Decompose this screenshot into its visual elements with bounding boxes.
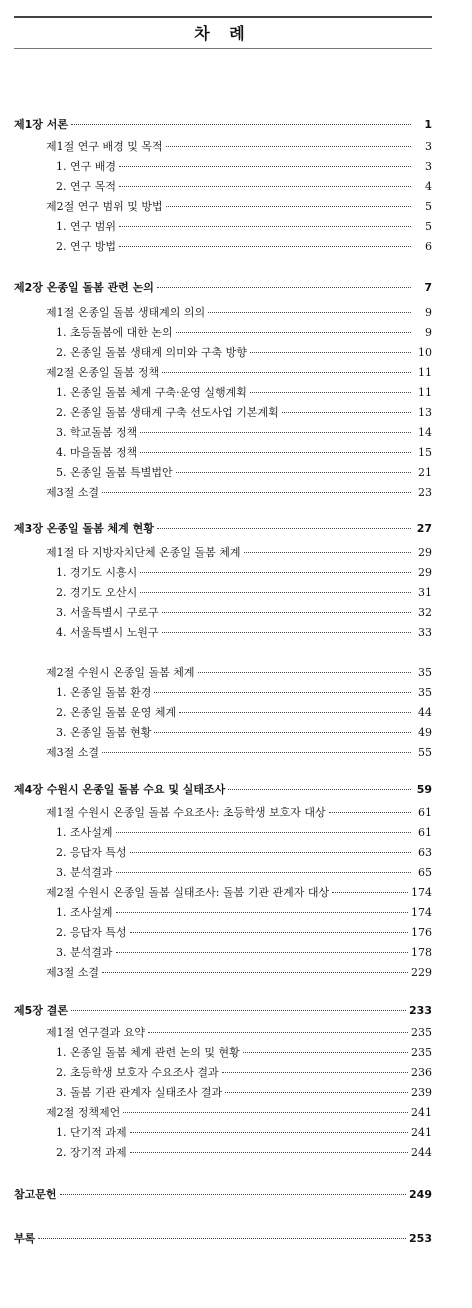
toc-entry-label: 제3절 소결 (46, 746, 99, 759)
toc-entry-label: 2. 경기도 오산시 (56, 586, 138, 599)
toc-section-row (46, 746, 432, 760)
toc-entry-label: 제2절 온종일 돌봄 정책 (46, 366, 160, 379)
toc-chapter-row (14, 118, 432, 132)
toc-item-row (56, 926, 432, 940)
toc-page-number: 229 (411, 966, 432, 979)
toc-item-row (56, 220, 432, 234)
dot-leader (140, 432, 411, 433)
toc-item-row (56, 386, 432, 400)
toc-section-row (46, 140, 432, 154)
toc-page-number: 5 (425, 220, 432, 233)
toc-entry-label: 2. 초등학생 보호자 수요조사 결과 (56, 1066, 219, 1079)
toc-entry-label: 3. 분석결과 (56, 866, 113, 879)
toc-page-number: 253 (409, 1232, 432, 1245)
toc-section-row (46, 200, 432, 214)
toc-entry-label: 1. 온종일 돌봄 환경 (56, 686, 152, 699)
toc-page-number: 29 (418, 546, 432, 559)
dot-leader (102, 972, 408, 973)
toc-entry-label: 제3장 온종일 돌봄 체계 현황 (14, 522, 154, 535)
toc-page-number: 7 (424, 281, 432, 294)
toc-entry-label: 제3절 소결 (46, 966, 99, 979)
toc-page-number: 13 (418, 406, 432, 419)
toc-entry-label: 3. 서울특별시 구로구 (56, 606, 159, 619)
toc-entry-label: 2. 응답자 특성 (56, 926, 127, 939)
dot-leader (162, 372, 411, 373)
dot-leader (130, 1152, 408, 1153)
dot-leader (157, 287, 411, 288)
toc-section-row (46, 486, 432, 500)
toc-entry-label: 제1절 연구결과 요약 (46, 1026, 145, 1039)
toc-page-number: 1 (424, 118, 432, 131)
toc-entry-label: 4. 마을돌봄 정책 (56, 446, 138, 459)
dot-leader (116, 912, 409, 913)
toc-section-row (46, 1106, 432, 1120)
toc-item-row (56, 1146, 432, 1160)
toc-page-number: 9 (425, 306, 432, 319)
toc-page-number: 61 (418, 806, 432, 819)
dot-leader (119, 226, 411, 227)
toc-page-number: 23 (418, 486, 432, 499)
dot-leader (225, 1092, 408, 1093)
toc-entry-label: 3. 분석결과 (56, 946, 113, 959)
toc-page-number: 174 (411, 886, 432, 899)
toc-page-number: 4 (425, 180, 432, 193)
dot-leader (102, 492, 411, 493)
dot-leader (140, 592, 411, 593)
dot-leader (282, 412, 411, 413)
toc-page-number: 178 (411, 946, 432, 959)
toc-item-row (56, 686, 432, 700)
dot-leader (116, 872, 412, 873)
toc-item-row (56, 706, 432, 720)
toc-page-number: 176 (411, 926, 432, 939)
toc-item-row (56, 406, 432, 420)
dot-leader (102, 752, 411, 753)
toc-item-row (56, 606, 432, 620)
toc-item-row (56, 906, 432, 920)
toc-entry-label: 1. 초등돌봄에 대한 논의 (56, 326, 173, 339)
dot-leader (71, 1010, 406, 1011)
dot-leader (130, 852, 411, 853)
toc-item-row (56, 1126, 432, 1140)
dot-leader (329, 812, 411, 813)
toc-item-row (56, 180, 432, 194)
dot-leader (250, 392, 411, 393)
toc-entry-label: 제1절 연구 배경 및 목적 (46, 140, 163, 153)
toc-entry-label: 2. 온종일 돌봄 생태계 의미와 구축 방향 (56, 346, 247, 359)
dot-leader (166, 206, 411, 207)
dot-leader (123, 1112, 408, 1113)
dot-leader (119, 186, 411, 187)
dot-leader (198, 672, 412, 673)
toc-entry-label: 2. 연구 방법 (56, 240, 116, 253)
toc-page-number: 35 (418, 666, 432, 679)
toc-entry-label: 제3절 소결 (46, 486, 99, 499)
toc-item-row (56, 626, 432, 640)
toc-item-row (56, 346, 432, 360)
toc-page-number: 6 (425, 240, 432, 253)
dot-leader (38, 1238, 406, 1239)
toc-chapter-row (14, 281, 432, 295)
toc-entry-label: 제1장 서론 (14, 118, 68, 131)
toc-entry-label: 1. 연구 배경 (56, 160, 116, 173)
toc-title: 차 례 (194, 24, 252, 43)
dot-leader (154, 692, 411, 693)
toc-page-number: 235 (411, 1046, 432, 1059)
toc-item-row (56, 946, 432, 960)
toc-page-number: 61 (418, 826, 432, 839)
toc-item-row (56, 446, 432, 460)
dot-leader (116, 952, 409, 953)
toc-item-row (56, 1086, 432, 1100)
toc-section-row (46, 1026, 432, 1040)
toc-section-row (46, 666, 432, 680)
toc-item-row (56, 160, 432, 174)
toc-entry-label: 제2절 수원시 온종일 돌봄 체계 (46, 666, 195, 679)
toc-section-row (46, 966, 432, 980)
title-top-rule (14, 16, 432, 18)
dot-leader (243, 1052, 408, 1053)
toc-page-number: 3 (425, 160, 432, 173)
dot-leader (119, 166, 411, 167)
toc-page-number: 29 (418, 566, 432, 579)
toc-entry-label: 제2절 연구 범위 및 방법 (46, 200, 163, 213)
dot-leader (116, 832, 412, 833)
toc-entry-label: 제2절 정책제언 (46, 1106, 121, 1119)
toc-page-number: 27 (416, 522, 432, 535)
toc-page-number: 233 (409, 1004, 432, 1017)
toc-item-row (56, 326, 432, 340)
toc-entry-label: 1. 온종일 돌봄 체계 관련 논의 및 현황 (56, 1046, 240, 1059)
toc-section-row (46, 366, 432, 380)
dot-leader (250, 352, 411, 353)
toc-section-row (46, 806, 432, 820)
toc-chapter-row (14, 1188, 432, 1202)
toc-page-number: 9 (425, 326, 432, 339)
toc-page-number: 241 (411, 1106, 432, 1119)
dot-leader (179, 712, 411, 713)
toc-entry-label: 제2장 온종일 돌봄 관련 논의 (14, 281, 154, 294)
dot-leader (130, 932, 408, 933)
toc-item-row (56, 466, 432, 480)
dot-leader (228, 789, 411, 790)
toc-item-row (56, 726, 432, 740)
dot-leader (140, 452, 411, 453)
toc-page-number: 44 (418, 706, 432, 719)
toc-item-row (56, 1046, 432, 1060)
toc-page-number: 174 (411, 906, 432, 919)
toc-item-row (56, 826, 432, 840)
dot-leader (71, 124, 411, 125)
toc-page-number: 15 (418, 446, 432, 459)
toc-section-row (46, 546, 432, 560)
dot-leader (130, 1132, 408, 1133)
toc-page-number: 3 (425, 140, 432, 153)
toc-page-number: 11 (418, 386, 432, 399)
toc-entry-label: 제5장 결론 (14, 1004, 68, 1017)
toc-item-row (56, 586, 432, 600)
toc-section-row (46, 306, 432, 320)
toc-entry-label: 2. 응답자 특성 (56, 846, 127, 859)
toc-item-row (56, 1066, 432, 1080)
toc-page-number: 31 (418, 586, 432, 599)
toc-chapter-row (14, 1004, 432, 1018)
toc-entry-label: 3. 돌봄 기관 관계자 실태조사 결과 (56, 1086, 223, 1099)
dot-leader (176, 332, 411, 333)
dot-leader (244, 552, 412, 553)
toc-page-number: 5 (425, 200, 432, 213)
toc-entry-label: 제1절 수원시 온종일 돌봄 수요조사: 초등학생 보호자 대상 (46, 806, 326, 819)
toc-entry-label: 제4장 수원시 온종일 돌봄 수요 및 실태조사 (14, 783, 226, 796)
dot-leader (157, 528, 411, 529)
toc-page-number: 11 (418, 366, 432, 379)
toc-page-number: 65 (418, 866, 432, 879)
toc-item-row (56, 866, 432, 880)
toc-item-row (56, 566, 432, 580)
toc-entry-label: 1. 조사설계 (56, 906, 113, 919)
toc-page-number: 21 (418, 466, 432, 479)
dot-leader (60, 1194, 407, 1195)
dot-leader (222, 1072, 408, 1073)
toc-page-number: 10 (418, 346, 432, 359)
toc-entry-label: 부록 (14, 1232, 36, 1245)
toc-entry-label: 3. 학교돌봄 정책 (56, 426, 138, 439)
dot-leader (208, 312, 411, 313)
toc-entry-label: 5. 온종일 돌봄 특별법안 (56, 466, 173, 479)
dot-leader (148, 1032, 408, 1033)
dot-leader (162, 612, 412, 613)
dot-leader (140, 572, 411, 573)
toc-entry-label: 4. 서울특별시 노원구 (56, 626, 159, 639)
dot-leader (119, 246, 411, 247)
toc-entry-label: 2. 연구 목적 (56, 180, 116, 193)
toc-page-number: 241 (411, 1126, 432, 1139)
dot-leader (162, 632, 412, 633)
toc-entry-label: 참고문헌 (14, 1188, 57, 1201)
dot-leader (332, 892, 408, 893)
toc-page-number: 32 (418, 606, 432, 619)
toc-entry-label: 1. 단기적 과제 (56, 1126, 127, 1139)
toc-entry-label: 2. 온종일 돌봄 생태계 구축 선도사업 기본계획 (56, 406, 279, 419)
toc-page-number: 14 (418, 426, 432, 439)
dot-leader (166, 146, 411, 147)
toc-entry-label: 1. 연구 범위 (56, 220, 116, 233)
toc-section-row (46, 886, 432, 900)
toc-item-row (56, 426, 432, 440)
toc-chapter-row (14, 1232, 432, 1246)
toc-chapter-row (14, 522, 432, 536)
toc-page-number: 59 (416, 783, 432, 796)
toc-entry-label: 제1절 타 지방자치단체 온종일 돌봄 체계 (46, 546, 241, 559)
toc-page-number: 239 (411, 1086, 432, 1099)
toc-page-number: 235 (411, 1026, 432, 1039)
toc-chapter-row (14, 783, 432, 797)
toc-page-number: 236 (411, 1066, 432, 1079)
toc-entry-label: 1. 경기도 시흥시 (56, 566, 138, 579)
dot-leader (154, 732, 411, 733)
toc-page-number: 63 (418, 846, 432, 859)
toc-page-number: 244 (411, 1146, 432, 1159)
toc-page-number: 249 (409, 1188, 432, 1201)
toc-entry-label: 3. 온종일 돌봄 현황 (56, 726, 152, 739)
toc-entry-label: 제2절 수원시 온종일 돌봄 실태조사: 돌봄 기관 관계자 대상 (46, 886, 330, 899)
toc-entry-label: 1. 온종일 돌봄 체계 구축·운영 실행계획 (56, 386, 247, 399)
toc-page-number: 35 (418, 686, 432, 699)
dot-leader (176, 472, 411, 473)
toc-item-row (56, 240, 432, 254)
toc-page-number: 55 (418, 746, 432, 759)
toc-page-number: 33 (418, 626, 432, 639)
toc-page-number: 49 (418, 726, 432, 739)
toc-entry-label: 2. 장기적 과제 (56, 1146, 127, 1159)
toc-item-row (56, 846, 432, 860)
toc-entry-label: 제1절 온종일 돌봄 생태계의 의의 (46, 306, 206, 319)
title-bottom-rule (14, 48, 432, 49)
toc-entry-label: 1. 조사설계 (56, 826, 113, 839)
toc-entry-label: 2. 온종일 돌봄 운영 체계 (56, 706, 177, 719)
